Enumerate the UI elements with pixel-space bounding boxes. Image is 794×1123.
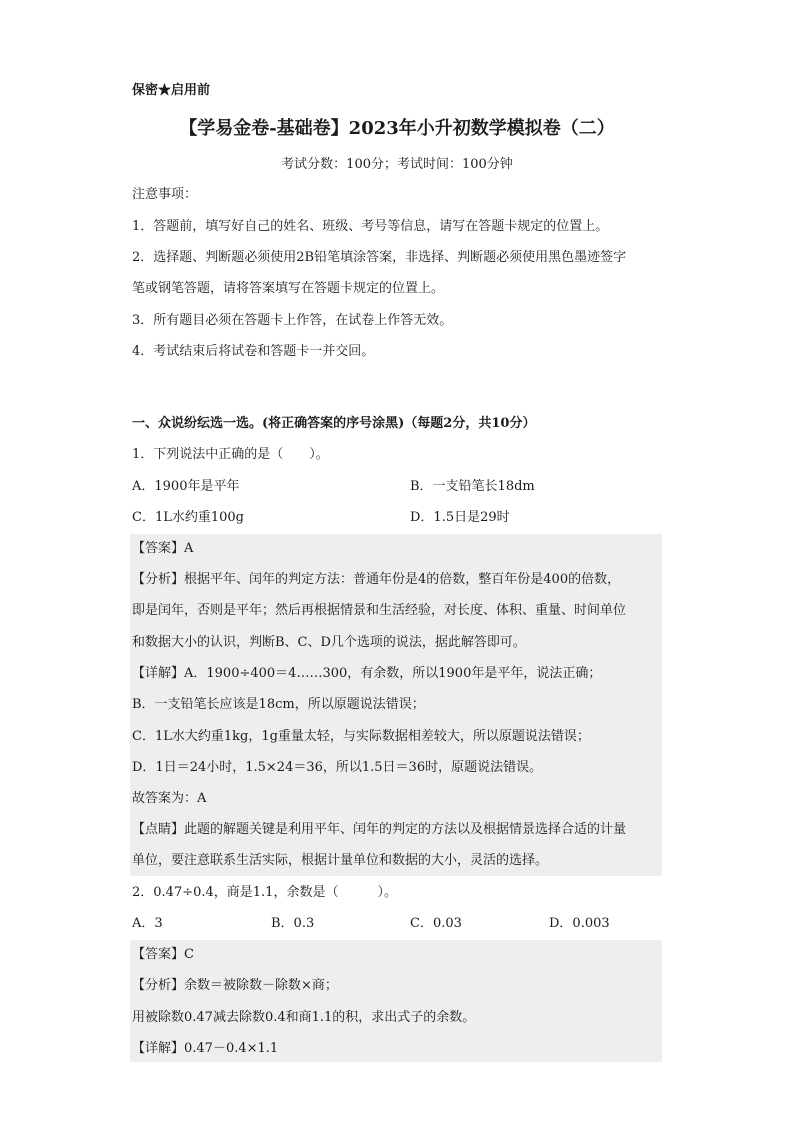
analysis-line: 和数据大小的认识，判断B、C、D几个选项的说法，据此解答即可。 (132, 635, 526, 650)
confidential-label: 保密★启用前 (132, 83, 211, 98)
notes-heading: 注意事项： (132, 187, 198, 202)
comment-line: 单位，要注意联系生活实际，根据计量单位和数据的大小，灵活的选择。 (132, 853, 549, 868)
option-a: A．3 (132, 916, 163, 931)
note-line: 笔或钢笔答题，请将答案填写在答题卡规定的位置上。 (132, 281, 445, 296)
answer-line: 【答案】A (132, 541, 194, 556)
option-b: B．0.3 (271, 916, 315, 931)
answer-line: 【答案】C (132, 947, 194, 962)
option-b: B．一支铅笔长18dm (410, 479, 535, 494)
detail-line: D．1日＝24小时，1.5×24＝36，所以1.5日＝36时，原题说法错误。 (132, 760, 543, 775)
detail-line: C．1L水大约重1kg，1g重量太轻，与实际数据相差较大，所以原题说法错误； (132, 729, 590, 744)
analysis-line: 【分析】根据平年、闰年的判定方法：普通年份是4的倍数，整百年份是400的倍数， (132, 572, 621, 587)
detail-line: 【详解】0.47－0.4×1.1 (132, 1041, 279, 1056)
detail-line: B．一支铅笔长应该是18cm，所以原题说法错误； (132, 697, 425, 712)
analysis-line: 用被除数0.47减去除数0.4和商1.1的积，求出式子的余数。 (132, 1010, 476, 1025)
comment-line: 【点睛】此题的解题关键是利用平年、闰年的判定的方法以及根据情景选择合适的计量 (132, 822, 627, 837)
option-d: D．1.5日是29时 (410, 510, 510, 525)
analysis-line: 【分析】余数＝被除数－除数×商； (132, 978, 338, 993)
exam-title: 【学易金卷-基础卷】2023年小升初数学模拟卷（二） (179, 118, 615, 139)
option-c: C．1L水约重100g (132, 510, 244, 525)
section-heading: 一、众说纷纭选一选。(将正确答案的序号涂黑)（每题2分，共10分） (132, 416, 536, 431)
note-line: 4．考试结束后将试卷和答题卡一并交回。 (132, 344, 375, 359)
question-stem: 2．0.47÷0.4，商是1.1，余数是（ ）。 (132, 885, 397, 900)
detail-line: 故答案为：A (132, 791, 207, 806)
option-c: C．0.03 (410, 916, 462, 931)
option-d: D．0.003 (549, 916, 610, 931)
option-a: A．1900年是平年 (132, 479, 240, 494)
note-line: 3．所有题目必须在答题卡上作答，在试卷上作答无效。 (132, 313, 453, 328)
question-stem: 1．下列说法中正确的是（ ）。 (132, 447, 329, 462)
note-line: 1．答题前，填写好自己的姓名、班级、考号等信息，请写在答题卡规定的位置上。 (132, 219, 609, 234)
detail-line: 【详解】A．1900÷400＝4……300，有余数，所以1900年是平年，说法正确； (132, 666, 602, 681)
note-line: 2．选择题、判断题必须使用2B铅笔填涂答案，非选择、判断题必须使用黑色墨迹签字 (132, 250, 627, 265)
exam-subtitle: 考试分数：100分；考试时间：100分钟 (281, 157, 513, 172)
analysis-line: 即是闰年，否则是平年；然后再根据情景和生活经验，对长度、体积、重量、时间单位 (132, 603, 627, 618)
